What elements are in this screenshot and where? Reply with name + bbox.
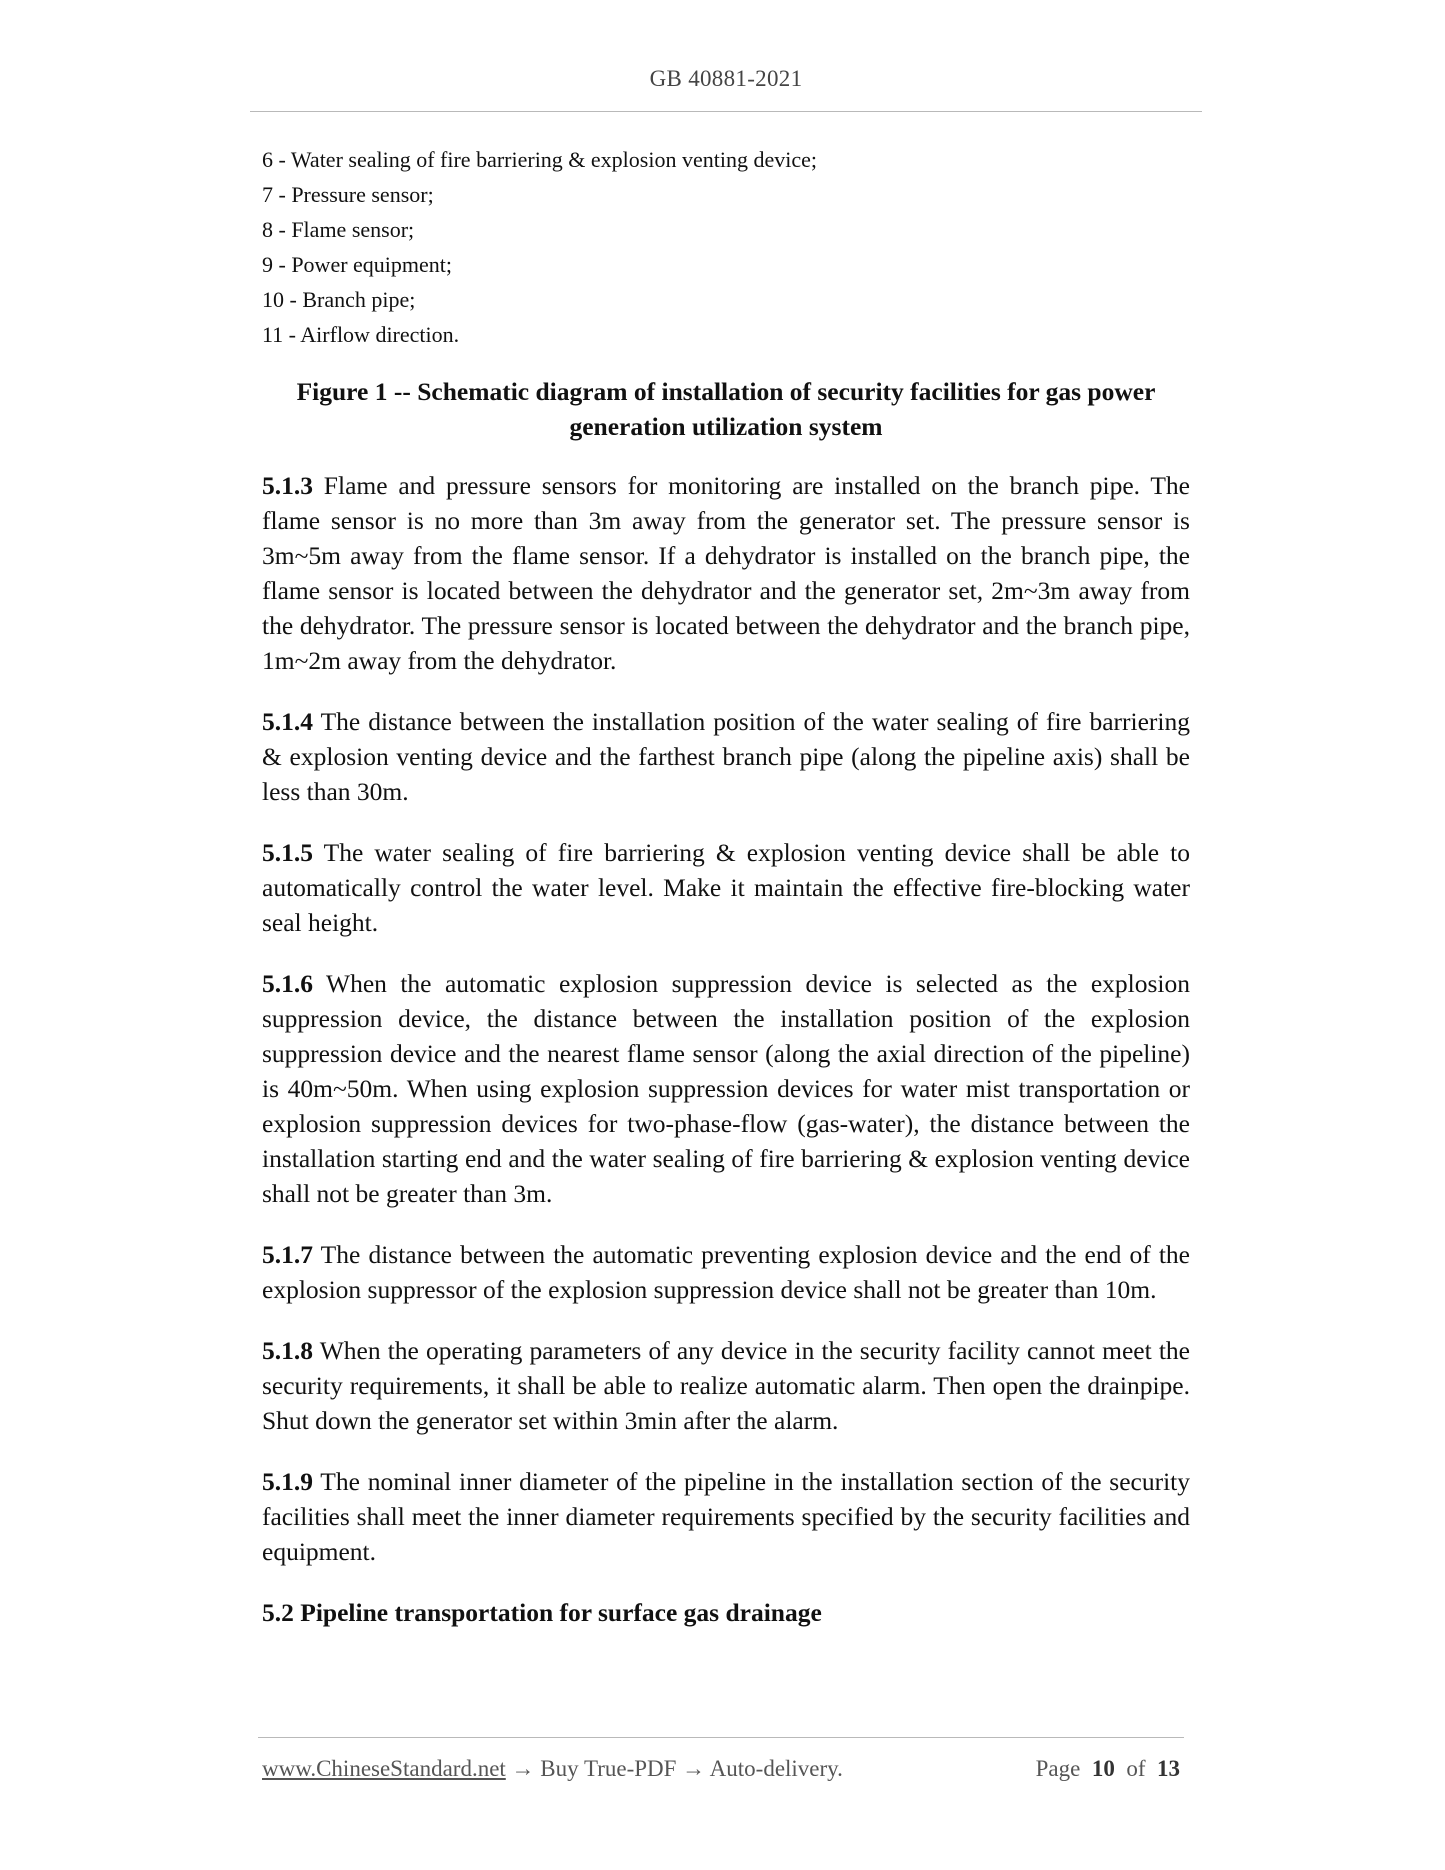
clause-number: 5.1.5 [262, 838, 313, 867]
of-word: of [1126, 1756, 1146, 1781]
clause-5-1-4 [262, 704, 1190, 809]
clause-text: When the operating parameters of any device in the security facility cannot meet the security requirements, it shall be able to realize automatic alarm. Then open the drainpipe. Shut down the generator set within 3min after the alarm. [262, 1336, 1190, 1435]
legend-item: 11 - Airflow direction. [262, 322, 460, 347]
legend-item: 9 - Power equipment; [262, 252, 453, 277]
page-indicator [1036, 1756, 1180, 1782]
page-current: 10 [1091, 1756, 1115, 1781]
clause-text: The distance between the installation position of the water sealing of fire barriering & explosion venting device and the farthest branch pipe (along the pipeline axis) shall be less than 30m. [262, 707, 1190, 806]
footer-tagline: → Buy True-PDF → Auto-delivery. [511, 1756, 843, 1781]
clause-number: 5.1.3 [262, 471, 313, 500]
page-header-standard-code: GB 40881-2021 [649, 66, 803, 91]
clause-text: The water sealing of fire barriering & explosion venting device shall be able to automatically control the water level. Make it maintain the effective fire-blocking water seal height. [262, 838, 1191, 937]
clause-5-1-5 [262, 835, 1190, 940]
figure-legend [262, 142, 1190, 352]
clause-number: 5.1.9 [262, 1467, 313, 1496]
clause-5-1-9 [262, 1464, 1190, 1569]
figure-caption: Figure 1 -- Schematic diagram of installation of security facilities for gas power generation utilization system [296, 377, 1156, 441]
clause-text: The distance between the automatic preventing explosion device and the end of the explosion suppressor of the explosion suppression device shall not be greater than 10m. [262, 1240, 1190, 1304]
legend-item: 10 - Branch pipe; [262, 287, 416, 312]
clause-number: 5.1.8 [262, 1336, 313, 1365]
legend-item: 7 - Pressure sensor; [262, 182, 434, 207]
page-content [262, 142, 1190, 1630]
legend-item: 6 - Water sealing of fire barriering & explosion venting device; [262, 147, 817, 172]
site-link[interactable]: www.ChineseStandard.net [262, 1756, 506, 1781]
header-divider [250, 111, 1202, 112]
clause-number: 5.1.7 [262, 1240, 313, 1269]
section-heading: 5.2 Pipeline transportation for surface gas drainage [262, 1598, 822, 1627]
legend-item: 8 - Flame sensor; [262, 217, 415, 242]
clause-5-1-7 [262, 1237, 1190, 1307]
clause-5-1-6 [262, 966, 1190, 1211]
clause-text: Flame and pressure sensors for monitoring are installed on the branch pipe. The flame sensor is no more than 3m away from the generator set. The pressure sensor is 3m~5m away from the flame sensor. If a dehydrator is installed on the branch pipe, the flame sensor is located between the dehydrator and the generator set, 2m~3m away from the dehydrator. The pressure sensor is located between the dehydrator and the branch pipe, 1m~2m away from the dehydrator. [262, 471, 1191, 675]
clause-number: 5.1.6 [262, 969, 313, 998]
clause-5-1-8 [262, 1333, 1190, 1438]
clause-5-1-3 [262, 468, 1190, 678]
clause-number: 5.1.4 [262, 707, 313, 736]
footer-promo [262, 1756, 843, 1782]
page-total: 13 [1157, 1756, 1180, 1781]
clause-text: When the automatic explosion suppression device is selected as the explosion suppression device, the distance between the installation position of the explosion suppression device and the nearest flame sensor (along the axial direction of the pipeline) is 40m~50m. When using explosion suppression devices for water mist transportation or explosion suppression devices for two-phase-flow (gas-water), the distance between the installation starting end and the water sealing of fire barriering & explosion venting device shall not be greater than 3m. [262, 969, 1190, 1208]
footer-divider [258, 1737, 1184, 1738]
page-word: Page [1035, 1756, 1081, 1781]
clause-text: The nominal inner diameter of the pipeline in the installation section of the security facilities shall meet the inner diameter requirements specified by the security facilities and equipment. [262, 1467, 1191, 1566]
